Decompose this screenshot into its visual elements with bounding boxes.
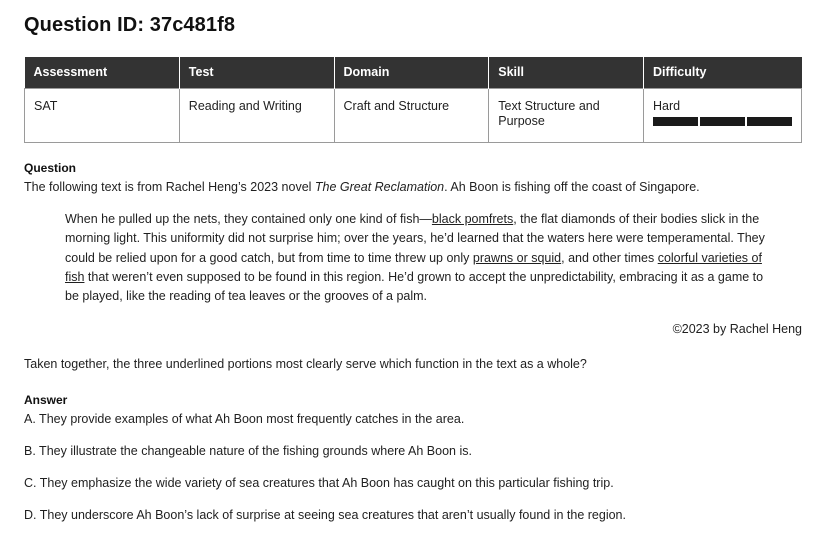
underlined-portion-1: black pomfrets [431, 212, 514, 226]
cell-difficulty [644, 88, 802, 142]
cell-domain: Craft and Structure [334, 88, 489, 142]
difficulty-meter [653, 117, 792, 126]
passage-part-4: that weren’t even supposed to be found in this region. He’d grown to accept the unpredictability, embracing it as a game to be played, like the reading of tea leaves or the grooves of a palm. [65, 269, 764, 304]
question-prompt: Taken together, the three underlined portions most clearly serve which function in the text as a whole? [24, 357, 587, 371]
passage-credit: ©2023 by Rachel Heng [672, 322, 802, 336]
answer-option-d[interactable]: D. They underscore Ah Boon’s lack of surprise at seeing sea creatures that aren’t usually found in the region. [24, 508, 626, 522]
novel-title: The Great Reclamation [314, 180, 445, 194]
header-difficulty: Difficulty [644, 57, 802, 88]
difficulty-segment-1 [653, 117, 698, 126]
passage-part-3: , and other times [561, 250, 658, 265]
answer-option-c[interactable]: C. They emphasize the wide variety of sea creatures that Ah Boon has caught on this particular fishing trip. [24, 476, 614, 490]
intro-suffix: . Ah Boon is fishing off the coast of Singapore. [444, 180, 700, 194]
difficulty-label: Hard [653, 98, 681, 113]
question-meta-table [24, 57, 802, 143]
question-id-title: Question ID: 37c481f8 [24, 14, 236, 36]
underlined-portion-2: prawns or squid [472, 250, 562, 265]
header-domain: Domain [334, 57, 489, 88]
passage-part-2: , the flat diamonds of their bodies slick in the morning light. This uniformity did not surprise him; over the years, he’d learned that the waters here were temperamental. They could be relied upon for a good catch, but from time to time threw up only [65, 212, 765, 265]
header-skill: Skill [489, 57, 644, 88]
answer-label: Answer [24, 393, 68, 407]
header-test: Test [179, 57, 334, 88]
question-label: Question [24, 161, 77, 175]
answer-option-b[interactable]: B. They illustrate the changeable nature of the fishing grounds where Ah Boon is. [24, 444, 472, 458]
underlined-portion-3: colorful varieties of fish [65, 250, 762, 284]
meta-value-row [25, 88, 802, 142]
intro-prefix: The following text is from Rachel Heng’s 2023 novel [24, 180, 315, 194]
cell-test: Reading and Writing [179, 88, 334, 142]
passage-text [65, 210, 765, 306]
cell-skill: Text Structure and Purpose [489, 88, 644, 142]
cell-assessment: SAT [25, 88, 180, 142]
passage-part-1: When he pulled up the nets, they contained only one kind of fish— [65, 212, 432, 226]
question-intro [24, 180, 700, 194]
difficulty-segment-3 [747, 117, 792, 126]
meta-header-row [25, 57, 802, 88]
answer-option-a[interactable]: A. They provide examples of what Ah Boon most frequently catches in the area. [24, 412, 465, 426]
header-assessment: Assessment [25, 57, 180, 88]
difficulty-segment-2 [700, 117, 745, 126]
